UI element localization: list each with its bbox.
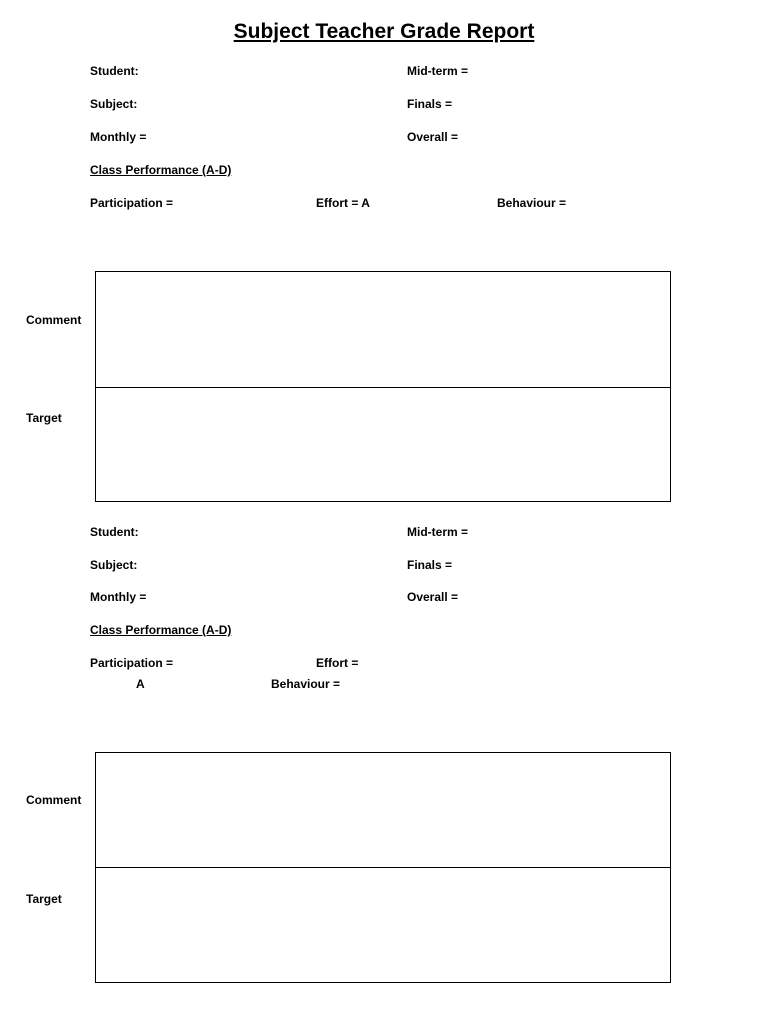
class-performance-heading: Class Performance (A-D): [90, 163, 232, 177]
class-performance-heading: Class Performance (A-D): [90, 623, 232, 637]
subject-label: Subject:: [90, 97, 138, 111]
box-divider: [95, 867, 671, 868]
subject-label: Subject:: [90, 558, 138, 572]
box-divider: [95, 387, 671, 388]
midterm-label: Mid-term =: [407, 64, 469, 78]
monthly-label: Monthly =: [90, 130, 147, 144]
monthly-label: Monthly =: [90, 590, 147, 604]
student-label: Student:: [90, 525, 139, 539]
effort-label: Effort =: [316, 656, 359, 670]
behaviour-label: Behaviour =: [497, 196, 567, 210]
effort-label: Effort = A: [316, 196, 370, 210]
student-label: Student:: [90, 64, 139, 78]
comment-label: Comment: [26, 313, 82, 327]
midterm-label: Mid-term =: [407, 525, 469, 539]
finals-label: Finals =: [407, 558, 453, 572]
report-title: Subject Teacher Grade Report: [233, 20, 535, 43]
target-label: Target: [26, 892, 62, 906]
participation-label: Participation =: [90, 196, 174, 210]
target-label: Target: [26, 411, 62, 425]
comment-label: Comment: [26, 793, 82, 807]
behaviour-label: Behaviour =: [271, 677, 341, 691]
overall-label: Overall =: [407, 590, 459, 604]
finals-label: Finals =: [407, 97, 453, 111]
overall-label: Overall =: [407, 130, 459, 144]
effort-value: A: [136, 677, 145, 691]
participation-label: Participation =: [90, 656, 174, 670]
